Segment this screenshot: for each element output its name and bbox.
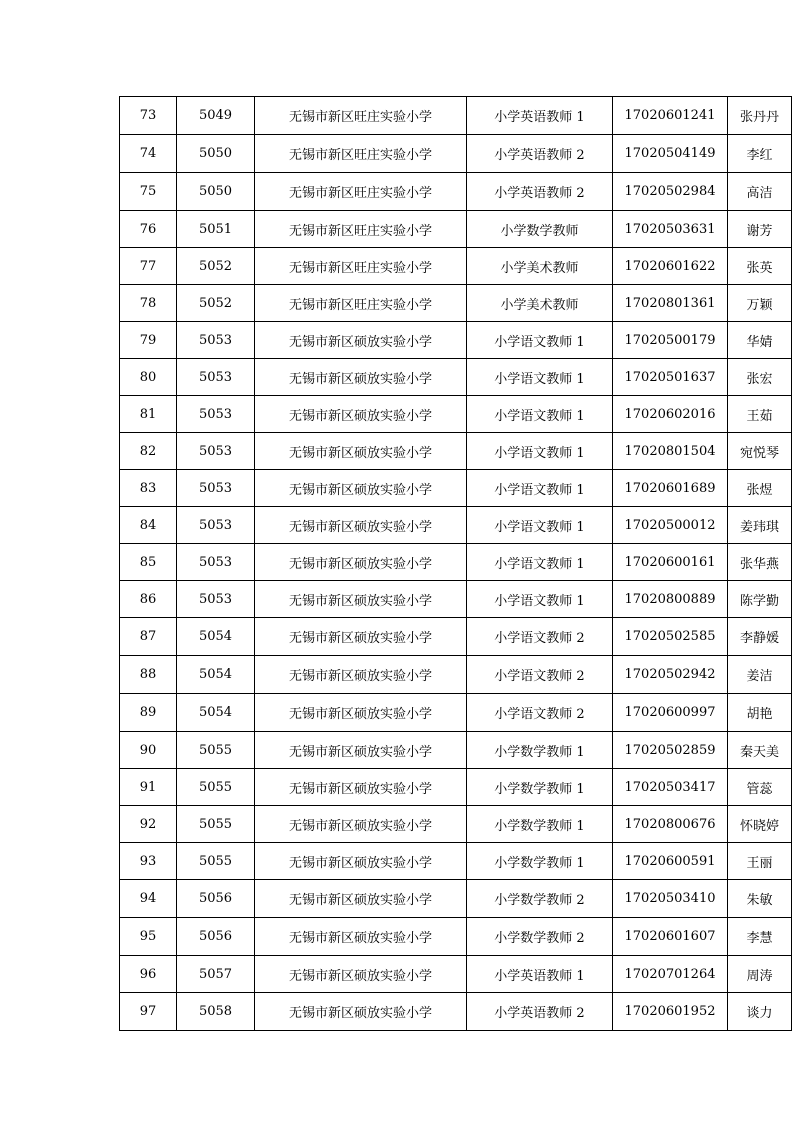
position-name: 小学语文教师 1 [467, 396, 613, 433]
position-name: 小学美术教师 [467, 248, 613, 285]
position-code: 5049 [177, 97, 255, 135]
position-name: 小学语文教师 2 [467, 694, 613, 732]
table-row [120, 248, 792, 285]
school-name: 无锡市新区硕放实验小学 [255, 694, 467, 732]
position-code: 5054 [177, 618, 255, 656]
candidate-name: 朱敏 [728, 880, 792, 918]
table-row [120, 956, 792, 993]
school-name: 无锡市新区硕放实验小学 [255, 359, 467, 396]
table-body [120, 97, 792, 1031]
row-number: 95 [120, 918, 177, 956]
row-number: 90 [120, 732, 177, 769]
position-name: 小学语文教师 1 [467, 433, 613, 470]
table-row [120, 843, 792, 880]
position-code: 5050 [177, 135, 255, 173]
row-number: 77 [120, 248, 177, 285]
school-name: 无锡市新区硕放实验小学 [255, 618, 467, 656]
table-row [120, 507, 792, 544]
position-name: 小学英语教师 1 [467, 956, 613, 993]
results-table [119, 96, 792, 1031]
table-row [120, 396, 792, 433]
row-number: 92 [120, 806, 177, 843]
position-name: 小学语文教师 1 [467, 359, 613, 396]
position-name: 小学英语教师 2 [467, 135, 613, 173]
candidate-name: 王茹 [728, 396, 792, 433]
exam-id: 17020601952 [613, 993, 728, 1031]
candidate-name: 张煜 [728, 470, 792, 507]
position-code: 5055 [177, 732, 255, 769]
table-row [120, 993, 792, 1031]
row-number: 96 [120, 956, 177, 993]
candidate-name: 华婧 [728, 322, 792, 359]
position-name: 小学数学教师 1 [467, 769, 613, 806]
position-code: 5052 [177, 248, 255, 285]
exam-id: 17020800676 [613, 806, 728, 843]
candidate-name: 姜洁 [728, 656, 792, 694]
candidate-name: 姜玮琪 [728, 507, 792, 544]
candidate-name: 宛悦琴 [728, 433, 792, 470]
row-number: 74 [120, 135, 177, 173]
candidate-name: 李慧 [728, 918, 792, 956]
position-name: 小学数学教师 1 [467, 843, 613, 880]
table-row [120, 618, 792, 656]
school-name: 无锡市新区硕放实验小学 [255, 544, 467, 581]
position-code: 5052 [177, 285, 255, 322]
row-number: 87 [120, 618, 177, 656]
exam-id: 17020601607 [613, 918, 728, 956]
row-number: 88 [120, 656, 177, 694]
school-name: 无锡市新区旺庄实验小学 [255, 248, 467, 285]
position-name: 小学数学教师 1 [467, 732, 613, 769]
position-code: 5053 [177, 433, 255, 470]
exam-id: 17020602016 [613, 396, 728, 433]
exam-id: 17020600591 [613, 843, 728, 880]
school-name: 无锡市新区硕放实验小学 [255, 322, 467, 359]
candidate-name: 李静媛 [728, 618, 792, 656]
candidate-name: 张华燕 [728, 544, 792, 581]
position-code: 5053 [177, 470, 255, 507]
row-number: 73 [120, 97, 177, 135]
position-code: 5053 [177, 507, 255, 544]
position-code: 5053 [177, 581, 255, 618]
candidate-name: 高洁 [728, 173, 792, 211]
position-code: 5058 [177, 993, 255, 1031]
position-name: 小学语文教师 1 [467, 507, 613, 544]
row-number: 78 [120, 285, 177, 322]
row-number: 79 [120, 322, 177, 359]
position-code: 5056 [177, 918, 255, 956]
position-code: 5054 [177, 694, 255, 732]
school-name: 无锡市新区硕放实验小学 [255, 843, 467, 880]
table-row [120, 211, 792, 248]
exam-id: 17020600161 [613, 544, 728, 581]
table-row [120, 694, 792, 732]
exam-id: 17020601241 [613, 97, 728, 135]
position-name: 小学语文教师 1 [467, 470, 613, 507]
row-number: 94 [120, 880, 177, 918]
row-number: 80 [120, 359, 177, 396]
position-name: 小学美术教师 [467, 285, 613, 322]
exam-id: 17020601622 [613, 248, 728, 285]
row-number: 76 [120, 211, 177, 248]
table-row [120, 806, 792, 843]
position-code: 5055 [177, 843, 255, 880]
table-row [120, 322, 792, 359]
candidate-name: 胡艳 [728, 694, 792, 732]
row-number: 84 [120, 507, 177, 544]
candidate-name: 谈力 [728, 993, 792, 1031]
row-number: 85 [120, 544, 177, 581]
school-name: 无锡市新区硕放实验小学 [255, 656, 467, 694]
table-row [120, 359, 792, 396]
table-row [120, 135, 792, 173]
table-row [120, 880, 792, 918]
position-code: 5055 [177, 769, 255, 806]
position-name: 小学语文教师 1 [467, 544, 613, 581]
school-name: 无锡市新区硕放实验小学 [255, 806, 467, 843]
position-name: 小学英语教师 1 [467, 97, 613, 135]
exam-id: 17020502859 [613, 732, 728, 769]
row-number: 97 [120, 993, 177, 1031]
school-name: 无锡市新区硕放实验小学 [255, 396, 467, 433]
row-number: 82 [120, 433, 177, 470]
school-name: 无锡市新区硕放实验小学 [255, 507, 467, 544]
position-code: 5053 [177, 359, 255, 396]
school-name: 无锡市新区硕放实验小学 [255, 993, 467, 1031]
candidate-name: 周涛 [728, 956, 792, 993]
exam-id: 17020500179 [613, 322, 728, 359]
row-number: 83 [120, 470, 177, 507]
position-name: 小学语文教师 1 [467, 322, 613, 359]
row-number: 89 [120, 694, 177, 732]
exam-id: 17020502984 [613, 173, 728, 211]
school-name: 无锡市新区硕放实验小学 [255, 470, 467, 507]
school-name: 无锡市新区旺庄实验小学 [255, 97, 467, 135]
exam-id: 17020801361 [613, 285, 728, 322]
position-code: 5053 [177, 322, 255, 359]
candidate-name: 管蕊 [728, 769, 792, 806]
position-name: 小学语文教师 2 [467, 656, 613, 694]
exam-id: 17020503417 [613, 769, 728, 806]
school-name: 无锡市新区硕放实验小学 [255, 581, 467, 618]
exam-id: 17020801504 [613, 433, 728, 470]
position-name: 小学数学教师 [467, 211, 613, 248]
position-name: 小学英语教师 2 [467, 173, 613, 211]
school-name: 无锡市新区硕放实验小学 [255, 880, 467, 918]
candidate-name: 王丽 [728, 843, 792, 880]
candidate-name: 张英 [728, 248, 792, 285]
table-row [120, 918, 792, 956]
position-name: 小学数学教师 1 [467, 806, 613, 843]
exam-id: 17020600997 [613, 694, 728, 732]
table-row [120, 581, 792, 618]
exam-id: 17020504149 [613, 135, 728, 173]
school-name: 无锡市新区硕放实验小学 [255, 769, 467, 806]
candidate-name: 张宏 [728, 359, 792, 396]
position-code: 5053 [177, 544, 255, 581]
table-row [120, 285, 792, 322]
table-row [120, 470, 792, 507]
position-name: 小学数学教师 2 [467, 880, 613, 918]
exam-id: 17020503410 [613, 880, 728, 918]
table-row [120, 97, 792, 135]
row-number: 81 [120, 396, 177, 433]
school-name: 无锡市新区旺庄实验小学 [255, 211, 467, 248]
exam-id: 17020502942 [613, 656, 728, 694]
exam-id: 17020503631 [613, 211, 728, 248]
exam-id: 17020500012 [613, 507, 728, 544]
exam-id: 17020601689 [613, 470, 728, 507]
row-number: 75 [120, 173, 177, 211]
position-code: 5056 [177, 880, 255, 918]
row-number: 86 [120, 581, 177, 618]
position-name: 小学英语教师 2 [467, 993, 613, 1031]
candidate-name: 谢芳 [728, 211, 792, 248]
position-code: 5055 [177, 806, 255, 843]
table-row [120, 769, 792, 806]
table-row [120, 656, 792, 694]
position-code: 5051 [177, 211, 255, 248]
position-code: 5054 [177, 656, 255, 694]
position-name: 小学数学教师 2 [467, 918, 613, 956]
exam-id: 17020501637 [613, 359, 728, 396]
table-row [120, 544, 792, 581]
position-name: 小学语文教师 2 [467, 618, 613, 656]
school-name: 无锡市新区旺庄实验小学 [255, 135, 467, 173]
school-name: 无锡市新区硕放实验小学 [255, 433, 467, 470]
exam-id: 17020701264 [613, 956, 728, 993]
position-code: 5053 [177, 396, 255, 433]
candidate-name: 李红 [728, 135, 792, 173]
row-number: 93 [120, 843, 177, 880]
exam-id: 17020800889 [613, 581, 728, 618]
position-code: 5057 [177, 956, 255, 993]
school-name: 无锡市新区硕放实验小学 [255, 732, 467, 769]
candidate-name: 万颖 [728, 285, 792, 322]
school-name: 无锡市新区旺庄实验小学 [255, 285, 467, 322]
row-number: 91 [120, 769, 177, 806]
exam-id: 17020502585 [613, 618, 728, 656]
table-row [120, 173, 792, 211]
candidate-name: 张丹丹 [728, 97, 792, 135]
school-name: 无锡市新区硕放实验小学 [255, 956, 467, 993]
candidate-name: 怀晓婷 [728, 806, 792, 843]
school-name: 无锡市新区硕放实验小学 [255, 918, 467, 956]
position-code: 5050 [177, 173, 255, 211]
table-row [120, 732, 792, 769]
table-row [120, 433, 792, 470]
position-name: 小学语文教师 1 [467, 581, 613, 618]
candidate-name: 秦天美 [728, 732, 792, 769]
candidate-name: 陈学勤 [728, 581, 792, 618]
school-name: 无锡市新区旺庄实验小学 [255, 173, 467, 211]
